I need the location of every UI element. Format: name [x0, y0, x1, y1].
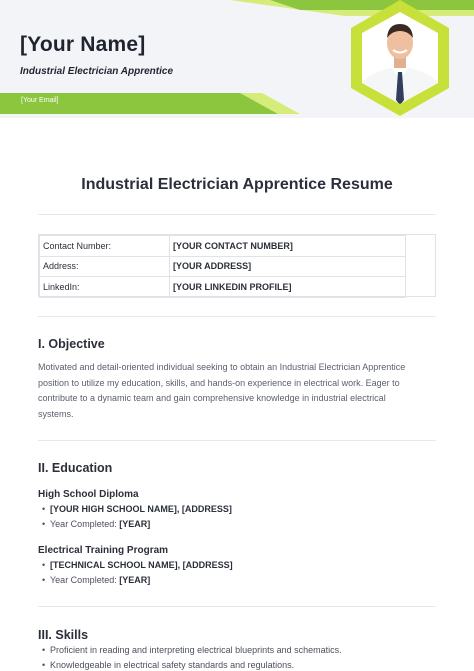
contact-table: [38, 234, 436, 297]
section-heading-objective: I. Objective: [38, 337, 105, 351]
year-value: [YEAR]: [119, 575, 151, 585]
objective-line: contribute to a dynamic team and gain comprehensive knowledge in industrial electrical: [38, 393, 386, 403]
candidate-email: [Your Email]: [21, 97, 59, 104]
list-item: [42, 504, 232, 514]
section-heading-education: II. Education: [38, 461, 113, 475]
candidate-name: [Your Name]: [20, 33, 146, 56]
divider: [38, 214, 436, 215]
skill-text: Proficient in reading and interpreting electrical blueprints and schematics.: [50, 645, 342, 655]
contact-label: Contact Number:: [40, 236, 170, 257]
section-heading-skills: III. Skills: [38, 628, 89, 642]
objective-line: position to utilize my education, skills, and hands-on experience in electrical work. Eager to: [38, 377, 400, 388]
list-item: [42, 645, 342, 655]
education-title: Electrical Training Program: [38, 545, 169, 556]
contact-value: [YOUR ADDRESS]: [170, 256, 406, 277]
table-row: [40, 277, 406, 298]
bullet-icon: •: [42, 504, 46, 514]
list-item: [42, 560, 233, 570]
bullet-icon: •: [42, 645, 46, 655]
divider: [38, 606, 436, 607]
school-name: [YOUR HIGH SCHOOL NAME], [ADDRESS]: [50, 504, 232, 514]
table-row: [40, 256, 406, 277]
contact-value: [YOUR CONTACT NUMBER]: [170, 236, 406, 257]
year-value: [YEAR]: [119, 519, 151, 529]
bullet-icon: •: [42, 560, 46, 570]
list-item: [42, 575, 150, 585]
table-row: [40, 236, 406, 257]
resume-title: Industrial Electrician Apprentice Resume: [81, 176, 393, 193]
profile-photo: [348, 0, 452, 118]
education-title: High School Diploma: [38, 489, 139, 500]
list-item: [42, 519, 150, 529]
objective-text: [38, 360, 435, 422]
divider: [38, 440, 436, 441]
school-name: [TECHNICAL SCHOOL NAME], [ADDRESS]: [50, 560, 233, 570]
resume-header: [0, 0, 474, 118]
objective-line: systems.: [38, 408, 74, 419]
objective-line: Motivated and detail-oriented individual seeking to obtain an Industrial Electrician Apprentice: [38, 362, 406, 372]
skill-text: Knowledgeable in electrical safety standards and regulations.: [50, 660, 295, 670]
contact-value: [YOUR LINKEDIN PROFILE]: [170, 277, 406, 298]
candidate-role: Industrial Electrician Apprentice: [20, 66, 174, 77]
year-label: Year Completed:: [50, 575, 117, 585]
bullet-icon: •: [42, 660, 46, 670]
divider: [38, 316, 436, 317]
contact-label: LinkedIn:: [40, 277, 170, 298]
bullet-icon: •: [42, 519, 46, 529]
list-item: [42, 660, 294, 670]
contact-label: Address:: [40, 256, 170, 277]
bullet-icon: •: [42, 575, 46, 585]
year-label: Year Completed:: [50, 519, 117, 529]
